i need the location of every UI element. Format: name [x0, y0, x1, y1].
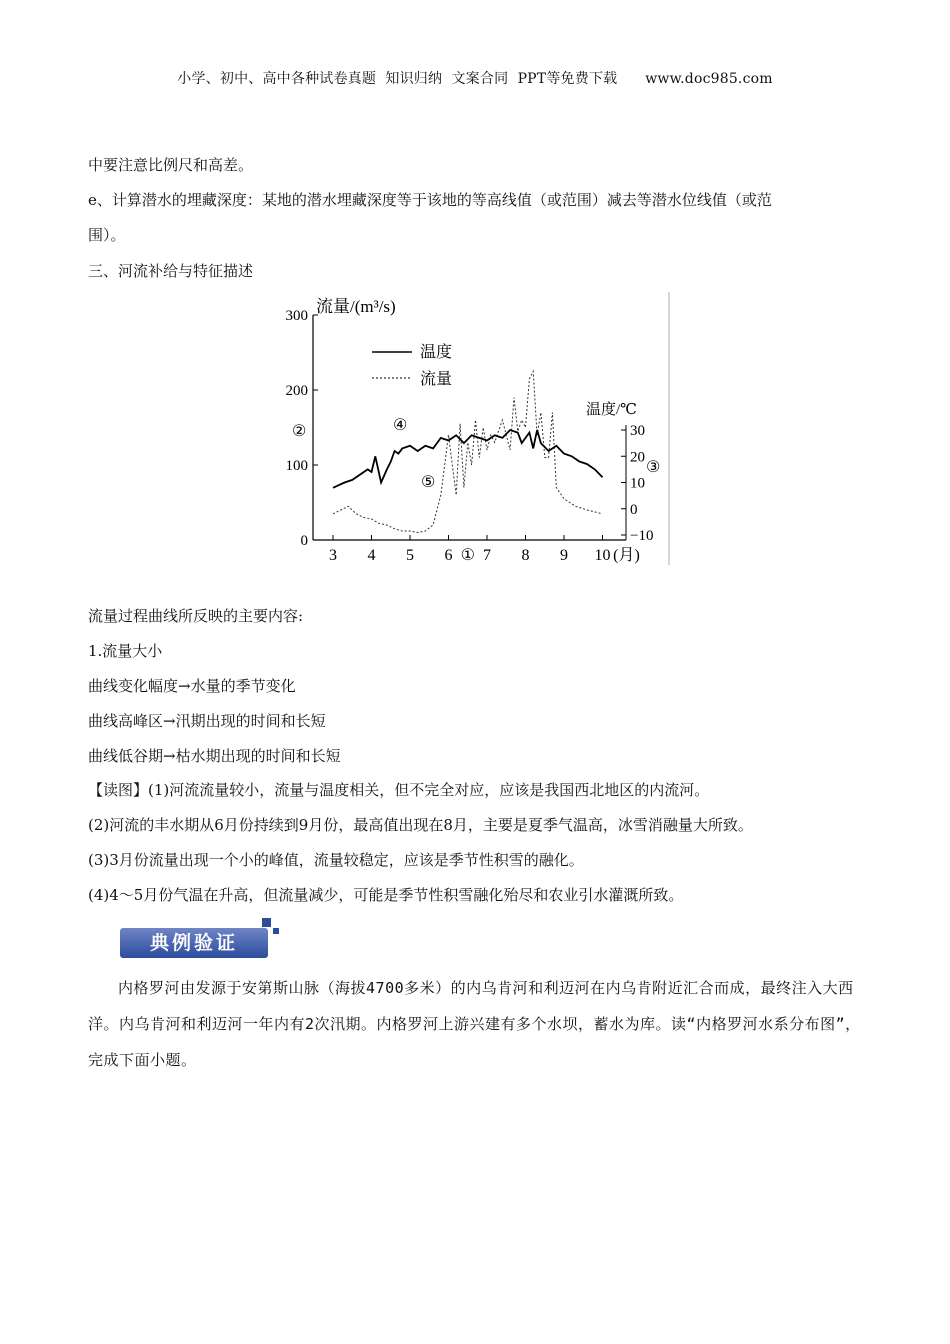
reading-3: (3)3月份流量出现一个小的峰值，流量较稳定，应该是季节性积雪的融化。 — [88, 851, 584, 869]
x-tick-label: 10 — [594, 547, 611, 564]
x-tick-label: 5 — [406, 547, 414, 564]
x-tick-label: ① — [460, 547, 475, 564]
flow-temperature-chart — [268, 290, 672, 572]
right-tick-label: 10 — [630, 475, 645, 492]
x-tick-label: 6 — [444, 547, 453, 564]
left-tick-label: 0 — [300, 533, 308, 549]
left-tick-label: 100 — [285, 458, 308, 474]
reading-2: (2)河流的丰水期从6月份持续到9月份，最高值出现在8月，主要是夏季气温高，冰雪消融量大所致。 — [88, 816, 753, 834]
x-tick-label: 7 — [483, 547, 491, 564]
main-intro: 流量过程曲线所反映的主要内容: — [88, 607, 304, 625]
banner-decoration — [273, 928, 279, 934]
right-tick-label: −10 — [630, 528, 654, 544]
reading-1: 【读图】(1)河流流量较小，流量与温度相关，但不完全对应，应该是我国西北地区的内流河。 — [88, 781, 710, 799]
x-tick-label: 9 — [560, 547, 568, 564]
marker-5: ⑤ — [421, 474, 436, 491]
x-tick-label: 3 — [329, 547, 337, 564]
chart-svg — [268, 290, 672, 568]
banner-label: 典例验证 — [149, 932, 238, 954]
section-heading: 三、河流补给与特征描述 — [88, 262, 254, 280]
main-line-1: 曲线变化幅度→水量的季节变化 — [88, 677, 296, 695]
right-tick-label: 30 — [630, 423, 645, 439]
main-line-3: 曲线低谷期→枯水期出现的时间和长短 — [88, 747, 341, 765]
page-header: 小学、初中、高中各种试卷真题 知识归纳 文案合同 PPT等免费下载 www.doc985.com — [177, 71, 773, 87]
intro-line-2b: 围）。 — [88, 226, 126, 244]
right-axis-label: 温度/℃ — [586, 402, 637, 418]
intro-line-1: 中要注意比例尺和高差。 — [88, 156, 254, 174]
left-axis-label: 流量/(m³/s) — [316, 297, 396, 316]
legend-temperature: 温度 — [420, 344, 453, 361]
marker-2: ② — [292, 423, 307, 440]
marker-4: ④ — [393, 417, 408, 434]
left-tick-label: 200 — [285, 383, 308, 399]
legend-flow: 流量 — [420, 371, 453, 388]
x-tick-label: (月) — [613, 547, 640, 564]
example-banner — [120, 918, 280, 960]
example-paragraph: 内格罗河由发源于安第斯山脉（海拔4700多米）的内乌肯河和利迈河在内乌肯附近汇合而成，最终注入大西洋。内乌肯河和利迈河一年内有2次汛期。内格罗河上游兴建有多个水坝，蓄水为库。读“内格罗河水系分布图”，完成下面小题。 — [88, 979, 861, 1069]
banner-decoration — [262, 918, 271, 927]
reading-4: (4)4～5月份气温在升高，但流量减少，可能是季节性积雪融化殆尽和农业引水灌溉所致。 — [88, 886, 684, 904]
right-tick-label: 20 — [630, 449, 645, 466]
main-line-2: 曲线高峰区→汛期出现的时间和长短 — [88, 712, 326, 730]
temperature-series-line — [333, 430, 603, 488]
intro-line-2a: e、计算潜水的埋藏深度：某地的潜水埋藏深度等于该地的等高线值（或范围）减去等潜水位线值（或范 — [88, 191, 772, 209]
right-tick-label: 0 — [630, 501, 638, 518]
x-ticks — [329, 535, 640, 564]
main-heading-1: 1.流量大小 — [88, 642, 163, 660]
x-tick-label: 4 — [367, 547, 376, 564]
marker-3: ③ — [646, 459, 661, 476]
left-tick-label: 300 — [285, 308, 308, 324]
x-tick-label: 8 — [521, 547, 530, 564]
